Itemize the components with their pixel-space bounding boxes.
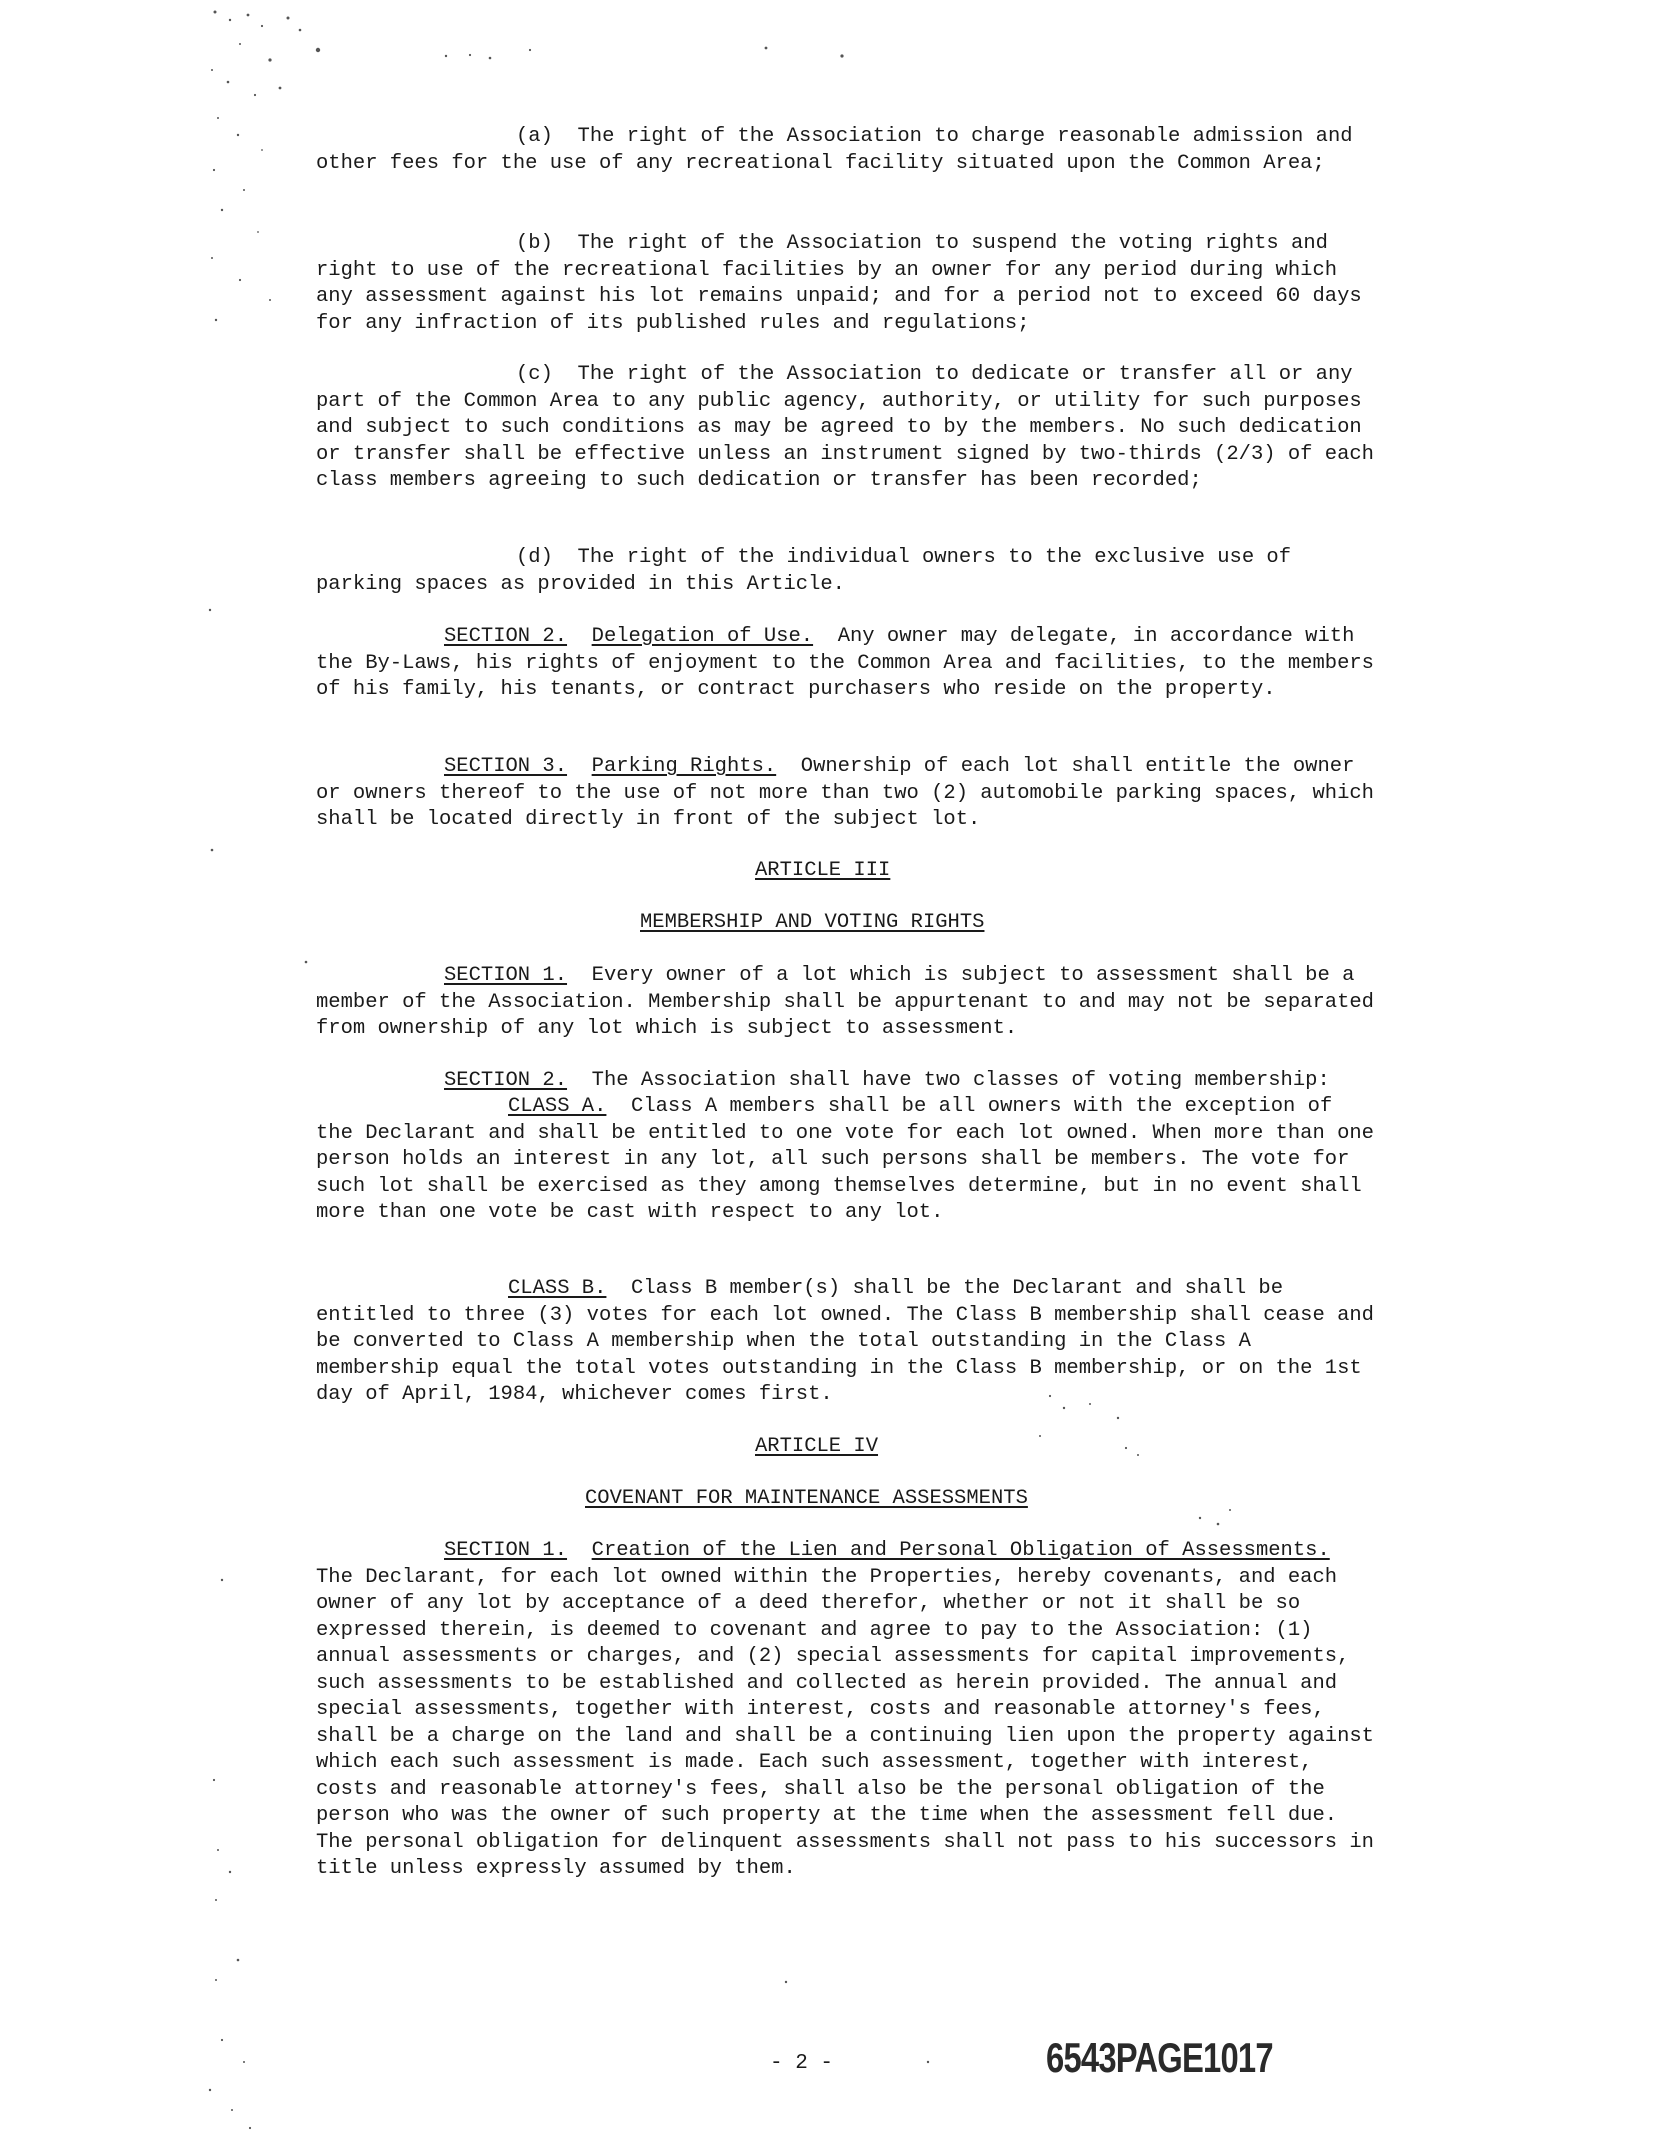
paragraph-a — [316, 124, 1376, 177]
article4-section1-title: Creation of the Lien and Personal Obligation of Assessments. — [591, 1539, 1330, 1562]
paragraph-c-label: (c) — [516, 363, 553, 386]
paragraph-b — [316, 231, 1376, 337]
class-a-paragraph — [316, 1094, 1376, 1227]
class-b-paragraph — [316, 1276, 1376, 1409]
article4-section1-label: SECTION 1. — [444, 1539, 568, 1562]
paragraph-c — [316, 362, 1376, 495]
article3-section2-label: SECTION 2. — [444, 1069, 568, 1092]
paragraph-b-label: (b) — [516, 232, 553, 255]
article4-heading: ARTICLE IV — [755, 1435, 879, 1458]
class-b-body: Class B member(s) shall be the Declarant and shall be entitled to three (3) votes for each lot owned. The Class B membership shall cease and be converted to Class A membership when the total outstanding in the Class A membership equal the total votes outstanding in the Class B membership, or on the 1st day of April, 1984, whichever comes first. — [316, 1277, 1374, 1406]
class-a-body: Class A members shall be all owners with the exception of the Declarant and shall be entitled to one vote for each lot owned. When more than one person holds an interest in any lot, all such persons shall be members. The vote for such lot shall be exercised as they among themselves determine, but in no event shall more than one vote be cast with respect to any lot. — [316, 1095, 1374, 1224]
paragraph-c-text: The right of the Association to dedicate or transfer all or any part of the Common Area to any public agency, authority, or utility for such purposes and subject to such conditions as may be agreed to by the members. No such dedication or transfer shall be effective unless an instrument signed by two-thirds (2/3) of each class members agreeing to such dedication or transfer has been recorded; — [316, 363, 1374, 492]
article2-section2-label: SECTION 2. — [444, 625, 568, 648]
paragraph-d-label: (d) — [516, 546, 553, 569]
article3-heading: ARTICLE III — [755, 859, 891, 882]
article3-section2-body: The Association shall have two classes of voting membership: — [591, 1069, 1330, 1092]
class-b-label: CLASS B. — [508, 1277, 607, 1300]
article4-section1-body: The Declarant, for each lot owned within the Properties, hereby covenants, and each owner of any lot by acceptance of a deed therefor, whether or not it shall be so expressed therein, is deemed to covenant and agree to pay to the Association: (1) annual assessments or charges, and (2) special assessments for capital improvements, such assessments to be established and collected as herein provided. The annual and special assessments, together with interest, costs and reasonable attorney's fees, shall be a charge on the land and shall be a continuing lien upon the property against which each such assessment is made. Each such assessment, together with interest, costs and reasonable attorney's fees, shall also be the personal obligation of the person who was the owner of such property at the time when the assessment fell due. The personal obligation for delinquent assessments shall not pass to his successors in title unless expressly assumed by them. — [316, 1565, 1374, 1880]
article2-section3-label: SECTION 3. — [444, 755, 568, 778]
article3-section1-body: Every owner of a lot which is subject to assessment shall be a member of the Association. Membership shall be appurtenant to and may not be separated from ownership of any lot which is subject to assessment. — [316, 964, 1374, 1040]
article4-title: COVENANT FOR MAINTENANCE ASSESSMENTS — [585, 1487, 1028, 1510]
article3-section2 — [316, 1068, 1406, 1095]
paragraph-b-text: The right of the Association to suspend the voting rights and right to use of the recreational facilities by an owner for any period during which any assessment against his lot remains unpaid; and for a period not to exceed 60 days for any infraction of its published rules and regulations; — [316, 232, 1362, 335]
class-a-label: CLASS A. — [508, 1095, 607, 1118]
article2-section2 — [316, 624, 1376, 704]
article4-section1 — [316, 1538, 1376, 1883]
article3-title: MEMBERSHIP AND VOTING RIGHTS — [640, 911, 985, 934]
paragraph-a-label: (a) — [516, 125, 553, 148]
article3-section1-label: SECTION 1. — [444, 964, 568, 987]
paragraph-a-text: The right of the Association to charge reasonable admission and other fees for the use of any recreational facility situated upon the Common Area; — [316, 125, 1353, 175]
article2-section3-title: Parking Rights. — [591, 755, 777, 778]
article3-section1 — [316, 963, 1376, 1043]
page-number: - 2 - — [770, 2052, 834, 2075]
article2-section3 — [316, 754, 1376, 834]
paragraph-d-text: The right of the individual owners to the exclusive use of parking spaces as provided in this Article. — [316, 546, 1292, 596]
article2-section2-body: Any owner may delegate, in accordance with the By-Laws, his rights of enjoyment to the Common Area and facilities, to the members of his family, his tenants, or contract purchasers who reside on the property. — [316, 625, 1374, 701]
article2-section3-body: Ownership of each lot shall entitle the owner or owners thereof to the use of not more than two (2) automobile parking spaces, which shall be located directly in front of the subject lot. — [316, 755, 1374, 831]
article2-section2-title: Delegation of Use. — [591, 625, 814, 648]
paragraph-d — [316, 545, 1376, 598]
book-page-stamp: 6543PAGE1017 — [1046, 2034, 1273, 2081]
